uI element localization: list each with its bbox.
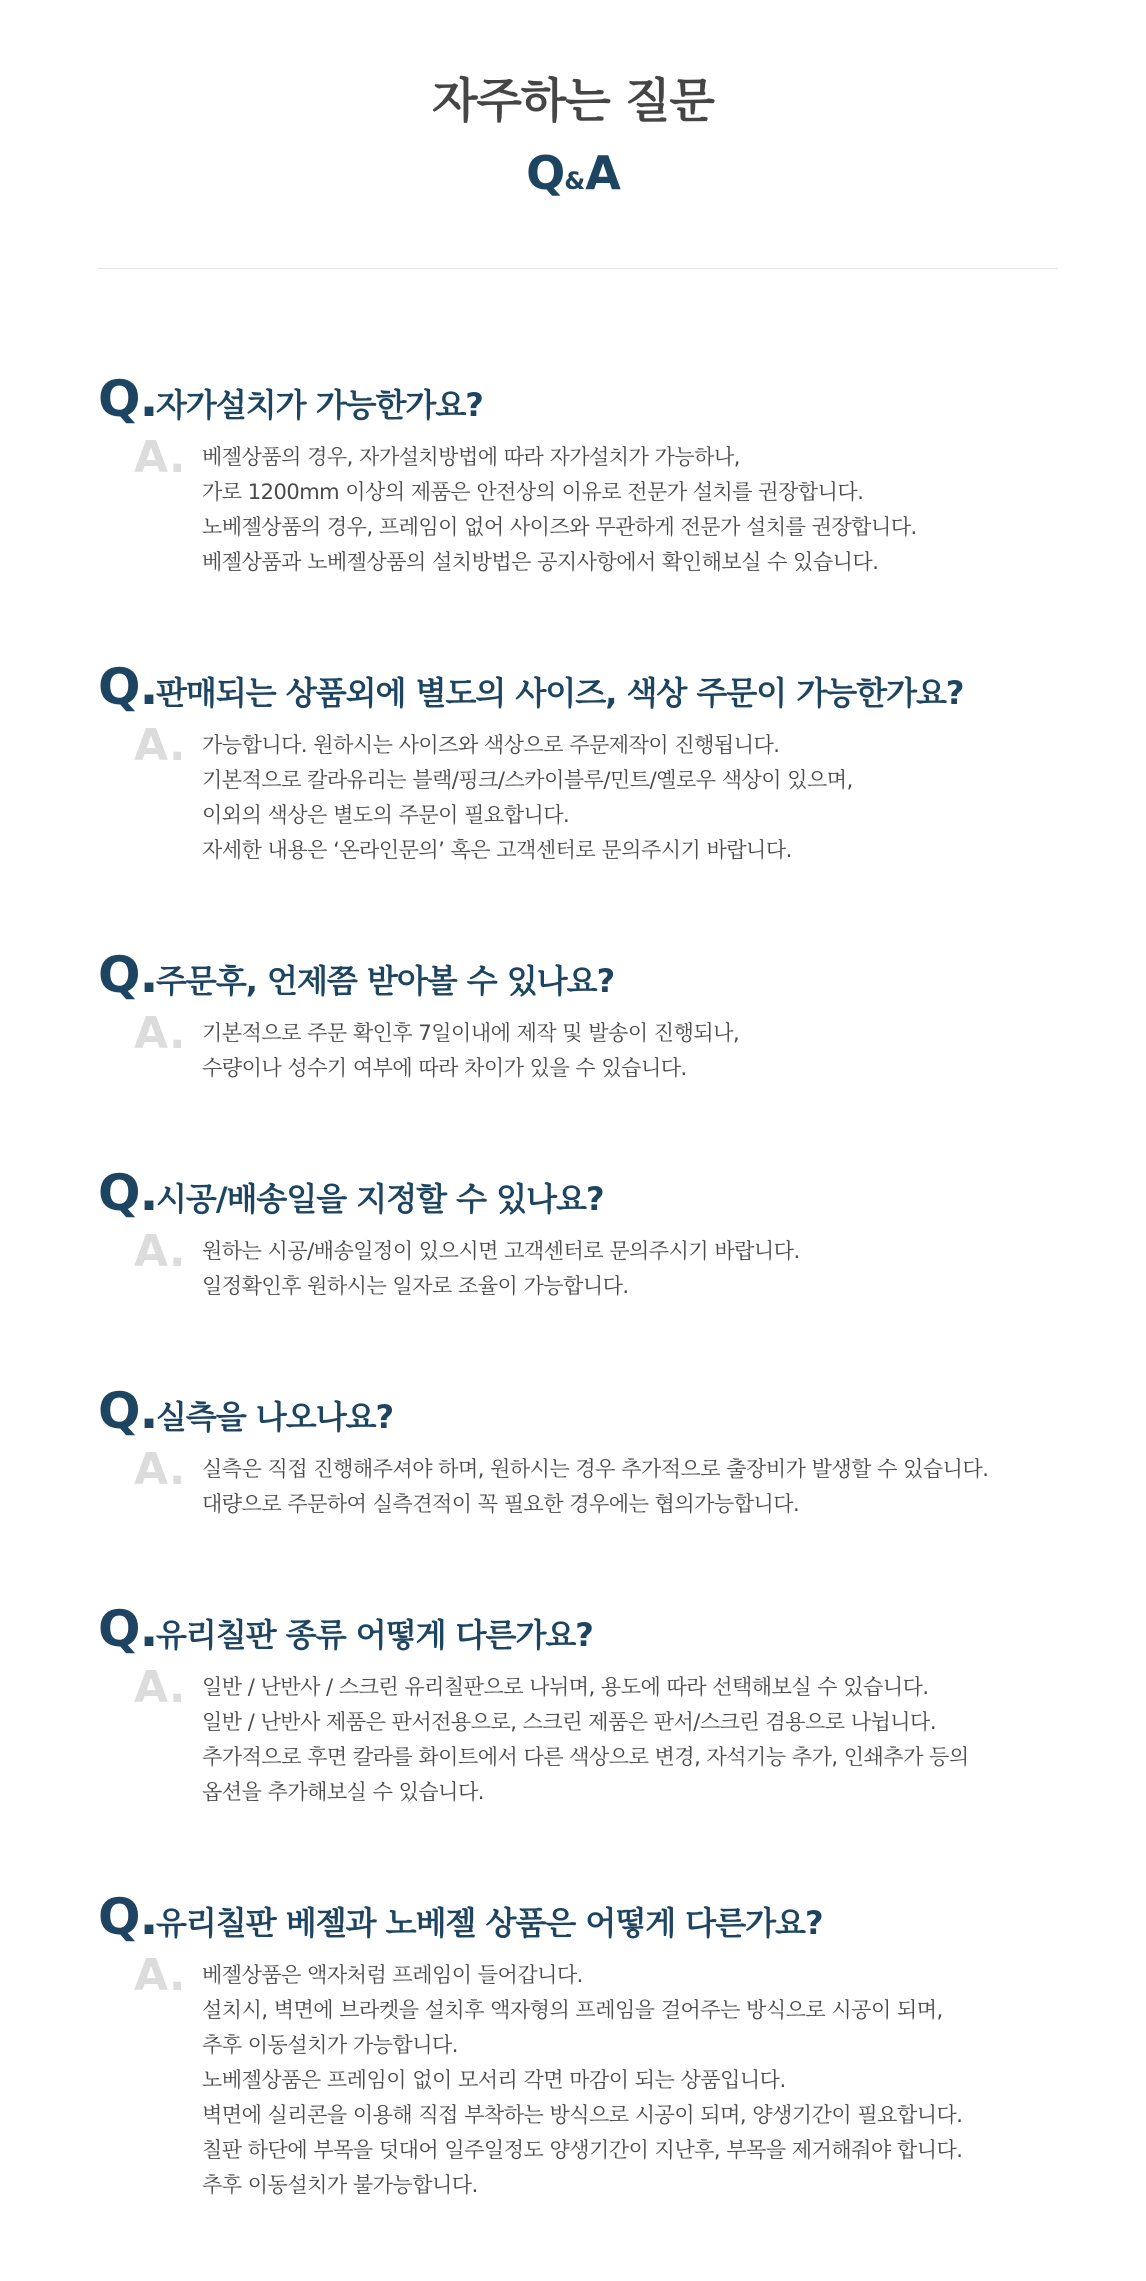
answer-mark: A. xyxy=(134,1444,186,1495)
faq-question: 판매되는 상품외에 별도의 사이즈, 색상 주문이 가능한가요? xyxy=(156,674,964,712)
subtitle-amp: & xyxy=(564,167,586,195)
answer-mark: A. xyxy=(134,1008,186,1059)
faq-item xyxy=(98,1888,1098,2203)
question-mark: Q. xyxy=(98,658,158,716)
faq-answer-line: 이외의 색상은 별도의 주문이 필요합니다. xyxy=(202,803,570,827)
faq-answer-row xyxy=(98,1952,1098,2203)
faq-question-row xyxy=(98,658,1098,716)
faq-answer-line: 일정확인후 원하시는 일자로 조율이 가능합니다. xyxy=(202,1274,629,1298)
faq-answer-line: 기본적으로 칼라유리는 블랙/핑크/스카이블루/민트/옐로우 색상이 있으며, xyxy=(202,768,853,792)
faq-item xyxy=(98,1600,1098,1810)
answer-mark: A. xyxy=(134,1662,186,1713)
answer-mark: A. xyxy=(134,1226,186,1277)
faq-answer xyxy=(202,434,917,580)
faq-answer-line: 추가적으로 후면 칼라를 화이트에서 다른 색상으로 변경, 자석기능 추가, 인쇄추가 등의 xyxy=(202,1745,969,1769)
faq-answer-row xyxy=(98,1446,1098,1522)
faq-answer-line: 베젤상품과 노베젤상품의 설치방법은 공지사항에서 확인해보실 수 있습니다. xyxy=(202,550,879,574)
question-mark: Q. xyxy=(98,1164,158,1222)
header-divider xyxy=(98,268,1058,269)
faq-answer-line: 원하는 시공/배송일정이 있으시면 고객센터로 문의주시기 바랍니다. xyxy=(202,1239,800,1263)
faq-answer-line: 추후 이동설치가 가능합니다. xyxy=(202,2033,458,2057)
faq-question-row xyxy=(98,1164,1098,1222)
subtitle-a: A xyxy=(585,146,620,200)
faq-item xyxy=(98,1382,1098,1522)
question-mark: Q. xyxy=(98,1888,158,1946)
faq-answer-line: 베젤상품은 액자처럼 프레임이 들어갑니다. xyxy=(202,1963,583,1987)
faq-answer-row xyxy=(98,1010,1098,1086)
faq-answer-line: 노베젤상품의 경우, 프레임이 없어 사이즈와 무관하게 전문가 설치를 권장합니다. xyxy=(202,515,917,539)
faq-answer-line: 노베젤상품은 프레임이 없이 모서리 각면 마감이 되는 상품입니다. xyxy=(202,2068,786,2092)
faq-answer xyxy=(202,722,853,868)
faq-answer-line: 수량이나 성수기 여부에 따라 차이가 있을 수 있습니다. xyxy=(202,1056,687,1080)
faq-question-row xyxy=(98,370,1098,428)
faq-answer-row xyxy=(98,1228,1098,1304)
faq-answer-line: 설치시, 벽면에 브라켓을 설치후 액자형의 프레임을 걸어주는 방식으로 시공이 되며, xyxy=(202,1998,943,2022)
faq-answer-line: 베젤상품의 경우, 자가설치방법에 따라 자가설치가 가능하나, xyxy=(202,445,740,469)
faq-question-row xyxy=(98,946,1098,1004)
faq-answer-line: 대량으로 주문하여 실측견적이 꼭 필요한 경우에는 협의가능합니다. xyxy=(202,1492,800,1516)
faq-question: 유리칠판 베젤과 노베젤 상품은 어떻게 다른가요? xyxy=(156,1904,823,1942)
faq-answer xyxy=(202,1010,739,1086)
faq-answer-line: 벽면에 실리콘을 이용해 직접 부착하는 방식으로 시공이 되며, 양생기간이 필요합니다. xyxy=(202,2103,963,2127)
faq-answer xyxy=(202,1664,969,1810)
question-mark: Q. xyxy=(98,1382,158,1440)
page-header xyxy=(0,0,1146,210)
faq-answer-line: 일반 / 난반사 제품은 판서전용으로, 스크린 제품은 판서/스크린 겸용으로 나뉩니다. xyxy=(202,1710,937,1734)
faq-answer-line: 실측은 직접 진행해주셔야 하며, 원하시는 경우 추가적으로 출장비가 발생할 수 있습니다. xyxy=(202,1457,989,1481)
answer-mark: A. xyxy=(134,1950,186,2001)
faq-answer-line: 일반 / 난반사 / 스크린 유리칠판으로 나뉘며, 용도에 따라 선택해보실 수 있습니다. xyxy=(202,1675,929,1699)
faq-answer xyxy=(202,1228,800,1304)
faq-answer-line: 가능합니다. 원하시는 사이즈와 색상으로 주문제작이 진행됩니다. xyxy=(202,733,780,757)
faq-item xyxy=(98,658,1098,868)
faq-answer-line: 자세한 내용은 ‘온라인문의’ 혹은 고객센터로 문의주시기 바랍니다. xyxy=(202,838,792,862)
question-mark: Q. xyxy=(98,1600,158,1658)
faq-answer-line: 기본적으로 주문 확인후 7일이내에 제작 및 발송이 진행되나, xyxy=(202,1021,740,1045)
faq-answer-row xyxy=(98,1664,1098,1810)
faq-answer xyxy=(202,1446,988,1522)
faq-question: 주문후, 언제쯤 받아볼 수 있나요? xyxy=(156,962,615,1000)
answer-mark: A. xyxy=(134,720,186,771)
page-subtitle xyxy=(0,144,1146,210)
faq-answer-row xyxy=(98,434,1098,580)
faq-answer-row xyxy=(98,722,1098,868)
faq-question: 유리칠판 종류 어떻게 다른가요? xyxy=(156,1616,593,1654)
faq-question: 자가설치가 가능한가요? xyxy=(156,386,483,424)
faq-question-row xyxy=(98,1382,1098,1440)
faq-item xyxy=(98,370,1098,580)
faq-answer-line: 칠판 하단에 부목을 덧대어 일주일정도 양생기간이 지난후, 부목을 제거해줘야 합니다. xyxy=(202,2138,963,2162)
faq-question: 시공/배송일을 지정할 수 있나요? xyxy=(156,1180,604,1218)
answer-mark: A. xyxy=(134,432,186,483)
faq-item xyxy=(98,1164,1098,1304)
question-mark: Q. xyxy=(98,946,158,1004)
faq-answer-line: 추후 이동설치가 불가능합니다. xyxy=(202,2173,478,2197)
subtitle-q: Q xyxy=(526,146,565,200)
faq-list xyxy=(98,370,1098,2281)
faq-question-row xyxy=(98,1888,1098,1946)
faq-question: 실측을 나오나요? xyxy=(156,1398,394,1436)
faq-answer xyxy=(202,1952,962,2203)
faq-answer-line: 옵션을 추가해보실 수 있습니다. xyxy=(202,1780,484,1804)
page-title: 자주하는 질문 xyxy=(432,74,714,129)
question-mark: Q. xyxy=(98,370,158,428)
faq-question-row xyxy=(98,1600,1098,1658)
faq-item xyxy=(98,946,1098,1086)
faq-answer-line: 가로 1200mm 이상의 제품은 안전상의 이유로 전문가 설치를 권장합니다. xyxy=(202,480,864,504)
